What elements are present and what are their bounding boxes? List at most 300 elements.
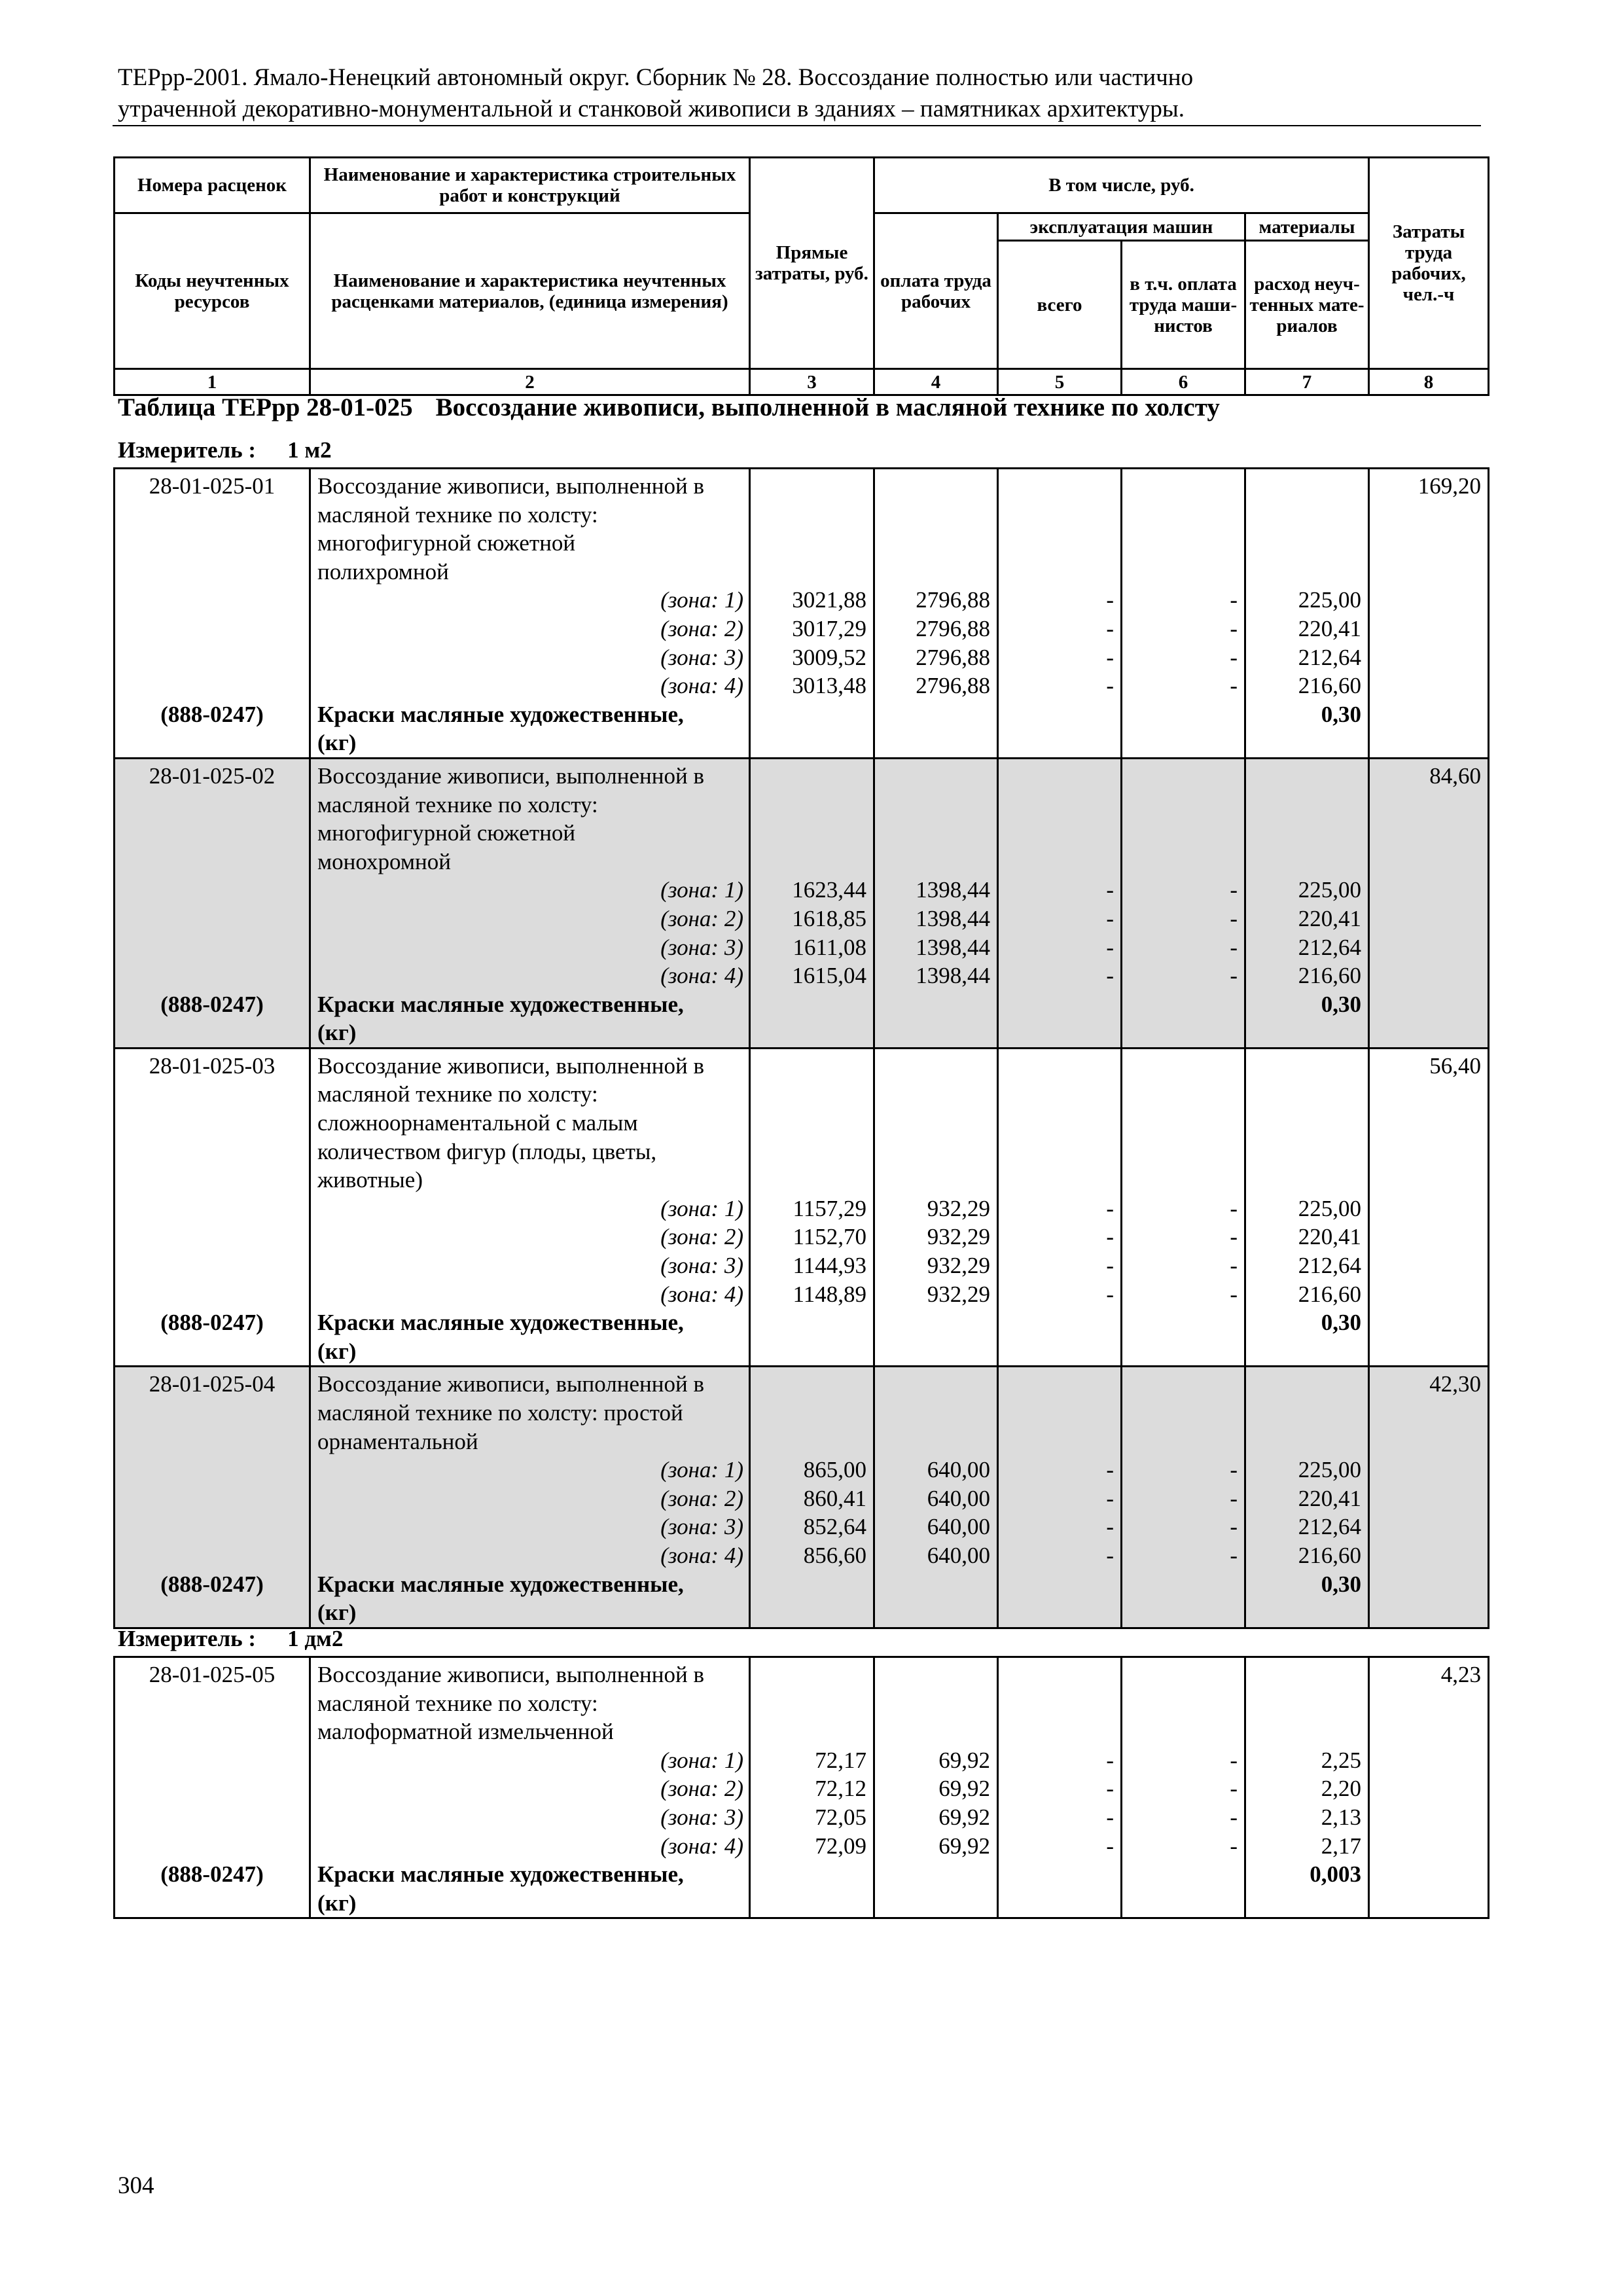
rate-description — [310, 758, 750, 990]
spacer — [1122, 1689, 1238, 1718]
resource-name — [310, 990, 750, 1049]
machines-total: - — [1106, 1485, 1114, 1511]
spacer — [1246, 1689, 1361, 1718]
col-head-rate-numbers: Номера расценок — [115, 158, 310, 213]
spacer — [999, 529, 1114, 558]
resource-name — [310, 1860, 750, 1918]
col-number: 8 — [1369, 369, 1489, 395]
col-head-labor: Затраты труда рабочих, чел.-ч — [1369, 158, 1489, 369]
materials-cost: 2,17 — [1321, 1833, 1361, 1859]
spacer — [999, 1080, 1114, 1109]
resource-name-line: Краски масляные художественные, — [317, 1571, 684, 1597]
empty-cell — [998, 1308, 1122, 1367]
direct-cost: 856,60 — [803, 1542, 866, 1568]
spacer — [1246, 472, 1361, 501]
table-title-label: Таблица ТЕРрр 28-01-025 — [118, 393, 413, 422]
rate-description — [310, 1048, 750, 1308]
resource-name-line: (кг) — [317, 1890, 357, 1916]
resource-code: (888-0247) — [115, 700, 310, 759]
workers-wages-cell — [874, 1048, 998, 1308]
rate-code-text: 28-01-025-02 — [149, 762, 276, 789]
machinist-wages: - — [1230, 587, 1238, 613]
rate-row — [115, 1048, 1489, 1308]
spacer — [875, 1080, 990, 1109]
empty-cell — [874, 700, 998, 759]
spacer — [751, 1080, 866, 1109]
direct-cost: 1144,93 — [793, 1253, 866, 1279]
materials-cost-cell — [1245, 1048, 1369, 1308]
empty-cell — [750, 700, 874, 759]
materials-cost: 220,41 — [1298, 1224, 1361, 1250]
workers-wages: 640,00 — [927, 1514, 990, 1540]
empty-cell — [1122, 990, 1245, 1049]
workers-wages-cell — [874, 758, 998, 990]
workers-wages: 640,00 — [927, 1542, 990, 1568]
workers-wages: 1398,44 — [916, 905, 990, 931]
meter-label-2 — [118, 1626, 343, 1652]
col-head-work-name: Наименование и характеристика строительных работ и конструкций — [310, 158, 750, 213]
direct-cost: 3021,88 — [792, 587, 866, 613]
zone-label: (зона: 2) — [660, 1224, 743, 1250]
col-number: 1 — [115, 369, 310, 395]
spacer — [999, 791, 1114, 819]
resource-name-line: (кг) — [317, 730, 357, 756]
machinist-wages: - — [1230, 644, 1238, 670]
resource-row — [115, 1570, 1489, 1628]
spacer — [1246, 529, 1361, 558]
labor-cost-cell — [1369, 1657, 1489, 1861]
spacer — [751, 1399, 866, 1427]
spacer — [1122, 791, 1238, 819]
direct-cost: 72,12 — [815, 1776, 866, 1802]
spacer — [1122, 1370, 1238, 1399]
materials-cost: 2,25 — [1321, 1747, 1361, 1773]
machines-total: - — [1106, 1514, 1114, 1540]
spacer — [875, 1427, 990, 1456]
materials-cost: 212,64 — [1298, 1253, 1361, 1279]
resource-code: (888-0247) — [115, 1860, 310, 1918]
spacer — [751, 791, 866, 819]
machines-total: - — [1106, 1747, 1114, 1773]
materials-cost: 2,20 — [1321, 1776, 1361, 1802]
empty-cell — [874, 1308, 998, 1367]
col-head-material-name: Наименование и характеристика неучтенных расценками материалов, (единица измерения) — [310, 213, 750, 369]
direct-cost-cell — [750, 758, 874, 990]
spacer — [1246, 819, 1361, 848]
resource-row — [115, 1308, 1489, 1367]
rate-code — [115, 1657, 310, 1861]
direct-cost: 3009,52 — [792, 644, 866, 670]
col-number: 3 — [750, 369, 874, 395]
spacer — [751, 1138, 866, 1166]
spacer — [1122, 529, 1238, 558]
zone-label: (зона: 1) — [660, 877, 743, 903]
materials-cost: 225,00 — [1298, 1195, 1361, 1221]
spacer — [1122, 819, 1238, 848]
machinist-wages-cell — [1122, 1657, 1245, 1861]
resource-quantity: 0,30 — [1245, 990, 1369, 1049]
machinist-wages: - — [1230, 1195, 1238, 1221]
spacer — [1246, 791, 1361, 819]
description-line: Воссоздание живописи, выполненной в — [317, 762, 705, 789]
rate-row — [115, 1367, 1489, 1570]
zone-label: (зона: 1) — [660, 587, 743, 613]
direct-cost: 860,41 — [803, 1485, 866, 1511]
zone-label: (зона: 4) — [660, 1833, 743, 1859]
col-number: 6 — [1122, 369, 1245, 395]
machines-total: - — [1106, 934, 1114, 960]
empty-cell — [998, 990, 1122, 1049]
workers-wages: 2796,88 — [916, 615, 990, 641]
spacer — [875, 762, 990, 791]
rate-code — [115, 1048, 310, 1308]
empty-cell — [1122, 700, 1245, 759]
spacer — [875, 1166, 990, 1194]
col-number: 7 — [1245, 369, 1369, 395]
direct-cost: 1148,89 — [793, 1281, 866, 1307]
materials-cost: 220,41 — [1298, 905, 1361, 931]
workers-wages: 1398,44 — [916, 934, 990, 960]
rate-code — [115, 1367, 310, 1570]
machinist-wages: - — [1230, 1281, 1238, 1307]
description-line: сложноорнаментальной с малым — [317, 1110, 638, 1136]
spacer — [1122, 472, 1238, 501]
machinist-wages: - — [1230, 1833, 1238, 1859]
spacer — [875, 1660, 990, 1689]
spacer — [1246, 1399, 1361, 1427]
table-title-name: Воссоздание живописи, выполненной в масляной технике по холсту — [435, 393, 1220, 422]
machinist-wages: - — [1230, 673, 1238, 699]
direct-cost: 3013,48 — [792, 673, 866, 699]
spacer — [1122, 848, 1238, 876]
spacer — [875, 791, 990, 819]
page-number: 304 — [118, 2172, 154, 2199]
empty-cell — [998, 700, 1122, 759]
col-head-machines-total: всего — [998, 241, 1122, 369]
materials-cost-cell — [1245, 1367, 1369, 1570]
spacer — [875, 501, 990, 529]
spacer — [999, 819, 1114, 848]
spacer — [999, 1717, 1114, 1746]
description-line: масляной технике по холсту: — [317, 791, 598, 817]
direct-cost-cell — [750, 1367, 874, 1570]
spacer — [999, 1166, 1114, 1194]
spacer — [1246, 1166, 1361, 1194]
rate-description — [310, 1367, 750, 1570]
machinist-wages: - — [1230, 877, 1238, 903]
labor-cost-cell — [1369, 1048, 1489, 1308]
empty-cell — [1122, 1308, 1245, 1367]
spacer — [1246, 1138, 1361, 1166]
description-line: Воссоздание живописи, выполненной в — [317, 1662, 705, 1687]
direct-cost: 72,17 — [815, 1747, 866, 1773]
spacer — [1122, 1109, 1238, 1138]
spacer — [999, 848, 1114, 876]
spacer — [1122, 501, 1238, 529]
machines-total: - — [1106, 1804, 1114, 1830]
spacer — [1246, 1109, 1361, 1138]
spacer — [875, 1109, 990, 1138]
zone-label: (зона: 4) — [660, 1281, 743, 1307]
resource-name-line: Краски масляные художественные, — [317, 701, 684, 727]
spacer — [875, 848, 990, 876]
spacer — [999, 1399, 1114, 1427]
col-head-machinist-wages: в т.ч. оплата труда маши- нистов — [1122, 241, 1245, 369]
machinist-wages: - — [1230, 1747, 1238, 1773]
zone-label: (зона: 2) — [660, 615, 743, 641]
spacer — [875, 819, 990, 848]
rate-code — [115, 469, 310, 700]
machines-total: - — [1106, 587, 1114, 613]
header-rule — [113, 125, 1481, 126]
machinist-wages: - — [1230, 963, 1238, 989]
description-line: Воссоздание живописи, выполненной в — [317, 473, 705, 499]
col-head-direct-costs: Прямые затраты, руб. — [750, 158, 874, 369]
workers-wages: 2796,88 — [916, 587, 990, 613]
direct-cost: 1157,29 — [793, 1195, 866, 1221]
materials-cost-cell — [1245, 1657, 1369, 1861]
meter-caption: Измеритель : — [118, 437, 257, 463]
description-line: масляной технике по холсту: — [317, 1081, 598, 1107]
empty-cell — [1122, 1570, 1245, 1628]
resource-name-line: Краски масляные художественные, — [317, 1861, 684, 1888]
spacer — [875, 472, 990, 501]
empty-cell — [1122, 1860, 1245, 1918]
rate-row — [115, 469, 1489, 700]
empty-cell — [750, 1308, 874, 1367]
col-number: 2 — [310, 369, 750, 395]
workers-wages: 640,00 — [927, 1457, 990, 1483]
empty-cell — [874, 1570, 998, 1628]
workers-wages: 69,92 — [938, 1804, 990, 1830]
materials-cost: 212,64 — [1298, 1514, 1361, 1540]
resource-name-line: (кг) — [317, 1020, 357, 1046]
machinist-wages: - — [1230, 1224, 1238, 1250]
labor-cost: 169,20 — [1418, 473, 1481, 499]
meter-label-1 — [118, 437, 332, 463]
machines-total: - — [1106, 877, 1114, 903]
materials-cost: 216,60 — [1298, 963, 1361, 989]
zone-label: (зона: 4) — [660, 1542, 743, 1568]
workers-wages: 1398,44 — [916, 963, 990, 989]
spacer — [999, 1689, 1114, 1718]
spacer — [1122, 1660, 1238, 1689]
col-head-including: В том числе, руб. — [874, 158, 1369, 213]
col-number: 5 — [998, 369, 1122, 395]
empty-cell — [1369, 1860, 1489, 1918]
rates-table-section-2 — [113, 1656, 1489, 1919]
machines-total-cell — [998, 1367, 1122, 1570]
machines-total-cell — [998, 1048, 1122, 1308]
materials-cost: 216,60 — [1298, 1542, 1361, 1568]
zone-label: (зона: 2) — [660, 1485, 743, 1511]
machinist-wages: - — [1230, 1457, 1238, 1483]
zone-label: (зона: 3) — [660, 1514, 743, 1540]
machines-total: - — [1106, 963, 1114, 989]
spacer — [875, 1138, 990, 1166]
materials-cost: 225,00 — [1298, 1457, 1361, 1483]
spacer — [999, 501, 1114, 529]
resource-quantity: 0,30 — [1245, 1570, 1369, 1628]
col-head-material-consumption: расход неуч- тенных мате- риалов — [1245, 241, 1369, 369]
rate-code-text: 28-01-025-01 — [149, 473, 276, 499]
workers-wages-cell — [874, 469, 998, 700]
zone-label: (зона: 3) — [660, 644, 743, 670]
machines-total: - — [1106, 1281, 1114, 1307]
resource-row — [115, 700, 1489, 759]
spacer — [1246, 762, 1361, 791]
resource-code: (888-0247) — [115, 1308, 310, 1367]
empty-cell — [750, 990, 874, 1049]
resource-name — [310, 700, 750, 759]
machines-total: - — [1106, 1776, 1114, 1802]
resource-code: (888-0247) — [115, 1570, 310, 1628]
zone-label: (зона: 2) — [660, 1776, 743, 1802]
direct-cost: 852,64 — [803, 1514, 866, 1540]
spacer — [875, 558, 990, 586]
direct-cost-cell — [750, 1657, 874, 1861]
description-line: многофигурной сюжетной — [317, 820, 576, 846]
machines-total: - — [1106, 905, 1114, 931]
description-line: Воссоздание живописи, выполненной в — [317, 1052, 705, 1079]
column-header-table — [113, 156, 1489, 396]
labor-cost: 42,30 — [1429, 1371, 1481, 1397]
spacer — [1246, 501, 1361, 529]
spacer — [999, 1109, 1114, 1138]
col-number: 4 — [874, 369, 998, 395]
zone-label: (зона: 3) — [660, 1804, 743, 1830]
spacer — [999, 1138, 1114, 1166]
empty-cell — [998, 1570, 1122, 1628]
zone-label: (зона: 3) — [660, 934, 743, 960]
machines-total-cell — [998, 469, 1122, 700]
machinist-wages: - — [1230, 615, 1238, 641]
spacer — [1246, 1427, 1361, 1456]
spacer — [1122, 1399, 1238, 1427]
machinist-wages-cell — [1122, 469, 1245, 700]
resource-row — [115, 1860, 1489, 1918]
rate-description — [310, 1657, 750, 1861]
direct-cost: 1623,44 — [792, 877, 866, 903]
direct-cost-cell — [750, 469, 874, 700]
resource-name-line: (кг) — [317, 1600, 357, 1626]
spacer — [1122, 1080, 1238, 1109]
empty-cell — [1369, 990, 1489, 1049]
empty-cell — [1369, 1308, 1489, 1367]
spacer — [751, 819, 866, 848]
spacer — [1122, 1717, 1238, 1746]
spacer — [751, 558, 866, 586]
col-head-resource-codes: Коды неучтенных ресурсов — [115, 213, 310, 369]
spacer — [751, 1427, 866, 1456]
machinist-wages-cell — [1122, 758, 1245, 990]
resource-quantity: 0,30 — [1245, 700, 1369, 759]
description-line: многофигурной сюжетной — [317, 530, 576, 556]
zone-label: (зона: 2) — [660, 905, 743, 931]
spacer — [751, 472, 866, 501]
spacer — [1246, 1717, 1361, 1746]
machinist-wages-cell — [1122, 1048, 1245, 1308]
zone-label: (зона: 4) — [660, 673, 743, 699]
column-number-row — [115, 369, 1489, 395]
spacer — [875, 1370, 990, 1399]
description-line: количеством фигур (плоды, цветы, — [317, 1138, 657, 1164]
machines-total: - — [1106, 1833, 1114, 1859]
machines-total: - — [1106, 1457, 1114, 1483]
rate-code-text: 28-01-025-05 — [149, 1662, 276, 1687]
machines-total: - — [1106, 1253, 1114, 1279]
machinist-wages: - — [1230, 934, 1238, 960]
workers-wages: 2796,88 — [916, 673, 990, 699]
spacer — [999, 558, 1114, 586]
description-line: масляной технике по холсту: простой — [317, 1400, 683, 1426]
spacer — [751, 848, 866, 876]
workers-wages: 1398,44 — [916, 877, 990, 903]
direct-cost: 1152,70 — [793, 1224, 866, 1250]
machinist-wages: - — [1230, 1485, 1238, 1511]
labor-cost: 4,23 — [1440, 1662, 1481, 1687]
description-line: животные) — [317, 1167, 423, 1193]
resource-name-line: Краски масляные художественные, — [317, 991, 684, 1017]
spacer — [751, 529, 866, 558]
col-head-materials: материалы — [1245, 213, 1369, 241]
rate-code — [115, 758, 310, 990]
table-title — [118, 393, 1220, 422]
materials-cost: 216,60 — [1298, 1281, 1361, 1307]
workers-wages: 932,29 — [927, 1253, 990, 1279]
machines-total: - — [1106, 1542, 1114, 1568]
spacer — [751, 1052, 866, 1081]
resource-row — [115, 990, 1489, 1049]
description-line: малоформатной измельченной — [317, 1719, 614, 1745]
meter-caption: Измеритель : — [118, 1626, 257, 1651]
description-line: монохромной — [317, 848, 451, 874]
machines-total: - — [1106, 673, 1114, 699]
spacer — [751, 762, 866, 791]
resource-name — [310, 1570, 750, 1628]
machinist-wages: - — [1230, 905, 1238, 931]
header-line-2: утраченной декоративно-монументальной и станковой живописи в зданиях – памятниках архитектуры. — [118, 96, 1185, 122]
materials-cost: 212,64 — [1298, 934, 1361, 960]
spacer — [1122, 1052, 1238, 1081]
spacer — [751, 1166, 866, 1194]
spacer — [1122, 1427, 1238, 1456]
zone-label: (зона: 1) — [660, 1195, 743, 1221]
description-line: Воссоздание живописи, выполненной в — [317, 1371, 705, 1397]
spacer — [751, 1370, 866, 1399]
spacer — [999, 1660, 1114, 1689]
col-head-wages: оплата труда рабочих — [874, 213, 998, 369]
workers-wages-cell — [874, 1657, 998, 1861]
spacer — [1246, 1080, 1361, 1109]
resource-name-line: Краски масляные художественные, — [317, 1310, 684, 1336]
zone-label: (зона: 4) — [660, 963, 743, 989]
header-line-1: ТЕРрр-2001. Ямало-Ненецкий автономный округ. Сборник № 28. Воссоздание полностью или частично — [118, 64, 1194, 91]
materials-cost: 216,60 — [1298, 673, 1361, 699]
machines-total: - — [1106, 615, 1114, 641]
page-header — [118, 62, 1479, 125]
machinist-wages: - — [1230, 1542, 1238, 1568]
direct-cost: 72,09 — [815, 1833, 866, 1859]
materials-cost: 225,00 — [1298, 587, 1361, 613]
spacer — [875, 1052, 990, 1081]
rate-row — [115, 1657, 1489, 1861]
description-line: масляной технике по холсту: — [317, 1690, 598, 1716]
spacer — [1246, 1370, 1361, 1399]
materials-cost-cell — [1245, 469, 1369, 700]
machinist-wages: - — [1230, 1514, 1238, 1540]
machinist-wages: - — [1230, 1804, 1238, 1830]
